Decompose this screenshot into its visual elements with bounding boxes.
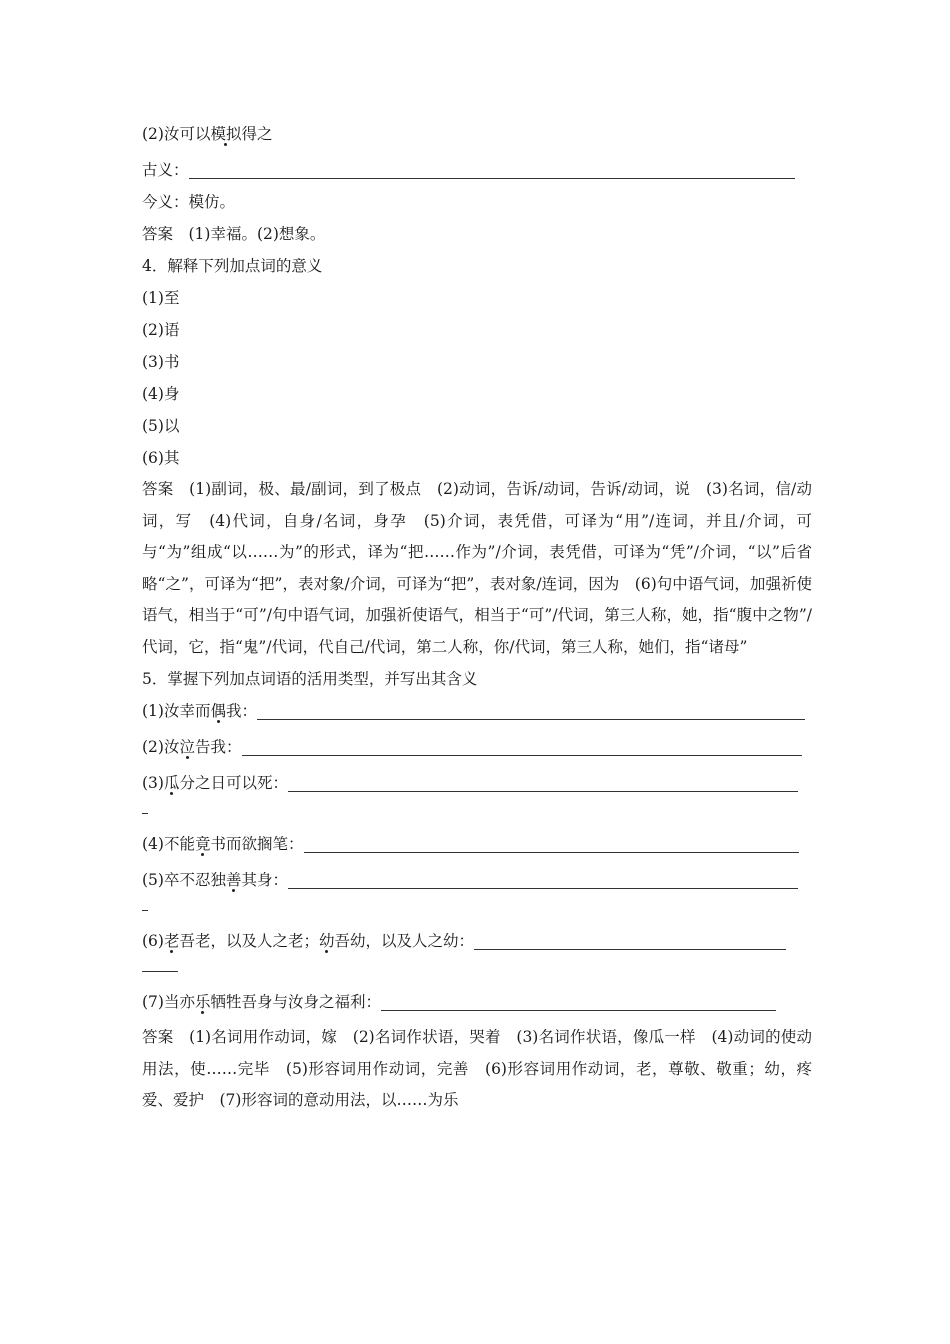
q4-item: (5)以 <box>142 417 180 435</box>
q3-answer: 答案 (1)幸福。(2)想象。 <box>142 225 326 243</box>
q4-title: 4．解释下列加点词的意义 <box>142 257 323 275</box>
dotted-word: 模拟 <box>210 125 242 143</box>
q5-item-6 <box>142 925 812 957</box>
q5-item-3 <box>142 767 812 799</box>
q3-item-2 <box>142 118 812 150</box>
q5-answer: 答案 (1)名词用作动词，嫁 (2)名词作状语，哭着 (3)名词作状语，像瓜一样 (4)动词的使动用法，使……完毕 (5)形容词用作动词，完善 (6)形容词用作动词，老，尊敬、敬重；幼，疼爱、爱护 (7)形容词的意动用法，以……为乐 <box>142 1028 812 1109</box>
q3-item-2-prefix: (2)汝可以 <box>142 125 211 143</box>
q4-item: (2)语 <box>142 321 180 339</box>
document-page <box>142 118 812 1117</box>
q5-item-text: 书而欲搁笔： <box>210 835 304 853</box>
q5-item-text: 我： <box>225 702 257 720</box>
q4-item: (3)书 <box>142 353 180 371</box>
q5-item-text: 其身： <box>241 871 288 889</box>
answer-blank-continuation[interactable] <box>142 799 148 814</box>
answer-blank[interactable] <box>381 992 776 1011</box>
q5-title: 5．掌握下列加点词语的活用类型，并写出其含义 <box>142 670 478 688</box>
answer-blank[interactable] <box>288 870 798 889</box>
q5-item-text: 吾老，以及人之老； <box>179 932 319 950</box>
answer-blank[interactable] <box>304 834 799 853</box>
q5-item-text: 分之日可以死： <box>179 774 288 792</box>
answer-blank-continuation[interactable] <box>142 896 148 911</box>
gu-yi-label: 古义： <box>142 161 189 179</box>
dotted-word: 幼 <box>319 932 335 950</box>
q5-item-4 <box>142 828 812 860</box>
q5-item-text: (5)卒不忍独 <box>142 871 226 889</box>
q5-item-text: (1)汝幸而 <box>142 702 211 720</box>
dotted-word: 偶 <box>210 702 226 720</box>
q5-item-1 <box>142 695 812 727</box>
q5-item-text: 告我： <box>194 738 242 756</box>
jin-yi-line: 今义：模仿。 <box>142 193 236 211</box>
q5-item-text: (6) <box>142 932 164 950</box>
answer-blank[interactable] <box>242 737 802 756</box>
dotted-word: 老 <box>163 932 180 950</box>
q4-item: (4)身 <box>142 385 180 403</box>
q5-item-2 <box>142 731 812 763</box>
gu-yi-line <box>142 154 812 186</box>
dotted-word: 瓜 <box>163 774 180 792</box>
q5-item-text: 牺牲吾身与汝身之福利： <box>210 993 381 1011</box>
q5-item-text: 吾幼，以及人之幼： <box>334 932 475 950</box>
q5-item-text: (7)当亦 <box>142 993 195 1011</box>
q4-item: (6)其 <box>142 449 180 467</box>
q5-item-text: (4)不能 <box>142 835 195 853</box>
answer-blank-continuation[interactable] <box>142 957 178 972</box>
answer-blank[interactable] <box>257 701 805 720</box>
gu-yi-blank[interactable] <box>189 160 795 179</box>
dotted-word: 泣 <box>179 738 195 756</box>
dotted-word: 乐 <box>194 993 211 1011</box>
dotted-word: 善 <box>225 871 242 889</box>
q5-item-7 <box>142 986 812 1018</box>
dotted-word: 竟 <box>194 835 211 853</box>
q5-item-5 <box>142 864 812 896</box>
q5-item-text: (3) <box>142 774 164 792</box>
q4-answer: 答案 (1)副词，极、最/副词，到了极点 (2)动词，告诉/动词，告诉/动词，说 (3)名词，信/动词，写 (4)代词，自身/名词，身孕 (5)介词，表凭借，可译为“用”/连词，并且/介词，可与“为”组成“以……为”的形式，译为“把……作为”/介词，表凭借，可译为“凭”/介词，“以”后省略“之”，可译为“把”，表对象/介词，可译为“把”，表对象/连词，因为 (6)句中语气词，加强祈使语气，相当于“可”/句中语气词，加强祈使语气，相当于“可”/代词，第三人称，她，指“腹中之物”/代词，它，指“鬼”/代词，代自己/代词，第二人称，你/代词，第三人称，她们，指“诸母” <box>142 480 812 656</box>
q5-item-text: (2)汝 <box>142 738 180 756</box>
q4-item: (1)至 <box>142 289 180 307</box>
answer-blank[interactable] <box>288 773 798 792</box>
q3-item-2-suffix: 得之 <box>241 125 273 143</box>
answer-blank[interactable] <box>474 931 786 950</box>
